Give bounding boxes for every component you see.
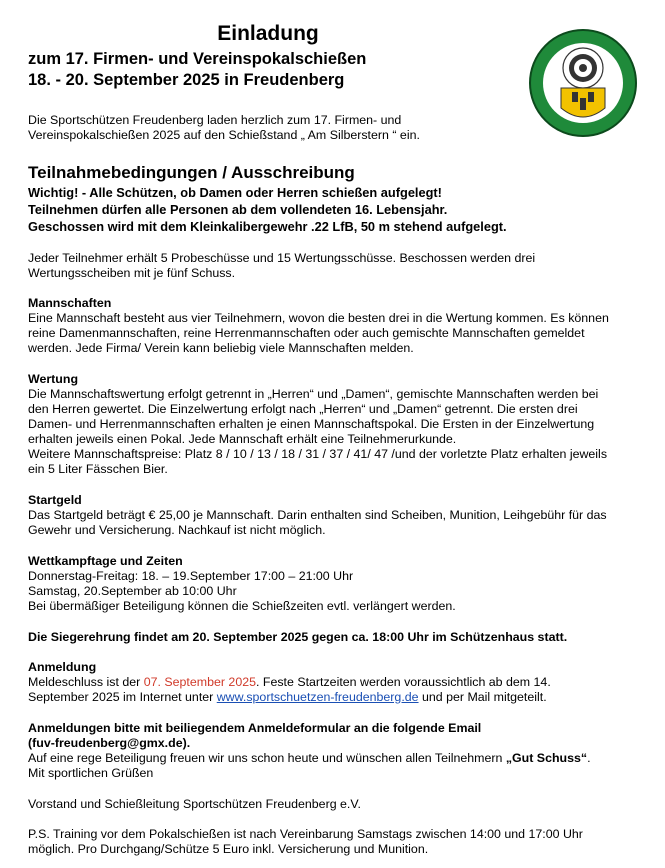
schedule-section: Wettkampftage und Zeiten Donnerstag-Freitag: 18. – 19.September 17:00 – 21:00 Uhr Samstag, 20.September ab 10:00 Uhr Bei übermäßiger Beteiligung können die Schießzeiten evtl. verlängert werden. [28,554,628,614]
website-link[interactable]: www.sportschuetzen-freudenberg.de [216,690,419,704]
page-title: Einladung [217,22,319,45]
email-section: Anmeldungen bitte mit beiliegendem Anmeldeformular an die folgende Email (fuv-freudenberg@gmx.de). Auf eine rege Beteiligung freuen wir uns schon heute und wünschen allen Teilnehmern „Gut Schuss“. Mit sportlichen Grüßen [28,721,628,781]
teams-heading: Mannschaften [28,296,112,310]
scoring-section: Wertung Die Mannschaftswertung erfolgt getrennt in „Herren“ und „Damen“, gemischte Mannschaften werden bei den Herren gewertet. Die Einzelwertung erfolgt nach „Herren“ und „Damen“ getrennt. Die ersten drei Damen- und Herrenmannschaften erhalten je einen Mannschaftspokal. Die Ersten in der Einzelwertung erhalten jeweils einen Pokal. Jede Mannschaft erhält eine Teilnehmerurkunde. Weitere Mannschaftspreise: Platz 8 / 10 / 13 / 18 / 31 / 37 / 41/ 47 /und der vorletzte Platz erhalten jeweils ein 5 Liter Fässchen Bier. [28,372,628,477]
signature: Vorstand und Schießleitung Sportschützen Freudenberg e.V. [28,797,361,811]
email-address: (fuv-freudenberg@gmx.de). [28,736,191,750]
ps-note: P.S. Training vor dem Pokalschießen ist nach Vereinbarung Samstags zwischen 14:00 und 17:00 Uhr möglich. Pro Durchgang/Schütze 5 Euro inkl. Versicherung und Munition. [28,827,583,856]
registration-heading: Anmeldung [28,660,97,674]
conditions-rules: Wichtig! - Alle Schützen, ob Damen oder Herren schießen aufgelegt! Teilnehmen dürfen alle Personen ab dem vollendeten 16. Lebensjahr. Geschossen wird mit dem Kleinkalibergewehr .22 LfB, 50 m stehend aufgelegt. [28,185,507,234]
intro-paragraph: Die Sportschützen Freudenberg laden herzlich zum 17. Firmen- und Vereinspokalschießen 2025 auf den Schießstand „ Am Silberstern “ ein. [28,113,420,142]
schedule-heading: Wettkampftage und Zeiten [28,554,183,568]
greeting: Mit sportlichen Grüßen [28,766,154,780]
registration-section: Anmeldung Meldeschluss ist der 07. September 2025. Feste Startzeiten werden voraussichtlich ab dem 14. September 2025 im Internet unter www.sportschuetzen-freudenberg.de und per Mail mitgeteilt. [28,660,628,705]
fee-heading: Startgeld [28,493,82,507]
ceremony-notice: Die Siegerehrung findet am 20. September 2025 gegen ca. 18:00 Uhr im Schützenhaus statt. [28,630,568,644]
scoring-heading: Wertung [28,372,79,386]
conditions-heading: Teilnahmebedingungen / Ausschreibung [28,163,355,182]
fee-section: Startgeld Das Startgeld beträgt € 25,00 je Mannschaft. Darin enthalten sind Scheiben, Munition, Leihgebühr für das Gewehr und Versicherung. Nachkauf ist nicht möglich. [28,493,628,538]
shots-paragraph: Jeder Teilnehmer erhält 5 Probeschüsse und 15 Wertungsschüsse. Beschossen werden drei Wertungsscheiben mit je fünf Schuss. [28,251,536,280]
event-subtitle: zum 17. Firmen- und Vereinspokalschießen [28,50,367,68]
event-dates: 18. - 20. September 2025 in Freudenberg [28,71,345,89]
deadline-date: 07. September 2025 [143,675,256,689]
teams-section: Mannschaften Eine Mannschaft besteht aus vier Teilnehmern, wovon die besten drei in die Wertung kommen. Es können reine Damenmannschaften, reine Herrenmannschaften oder auch gemischte Mannschaften gemeldet werden. Jede Firma/ Verein kann beliebig viele Mannschaften melden. [28,296,628,356]
email-heading: Anmeldungen bitte mit beiliegendem Anmeldeformular an die folgende Email [28,721,482,735]
